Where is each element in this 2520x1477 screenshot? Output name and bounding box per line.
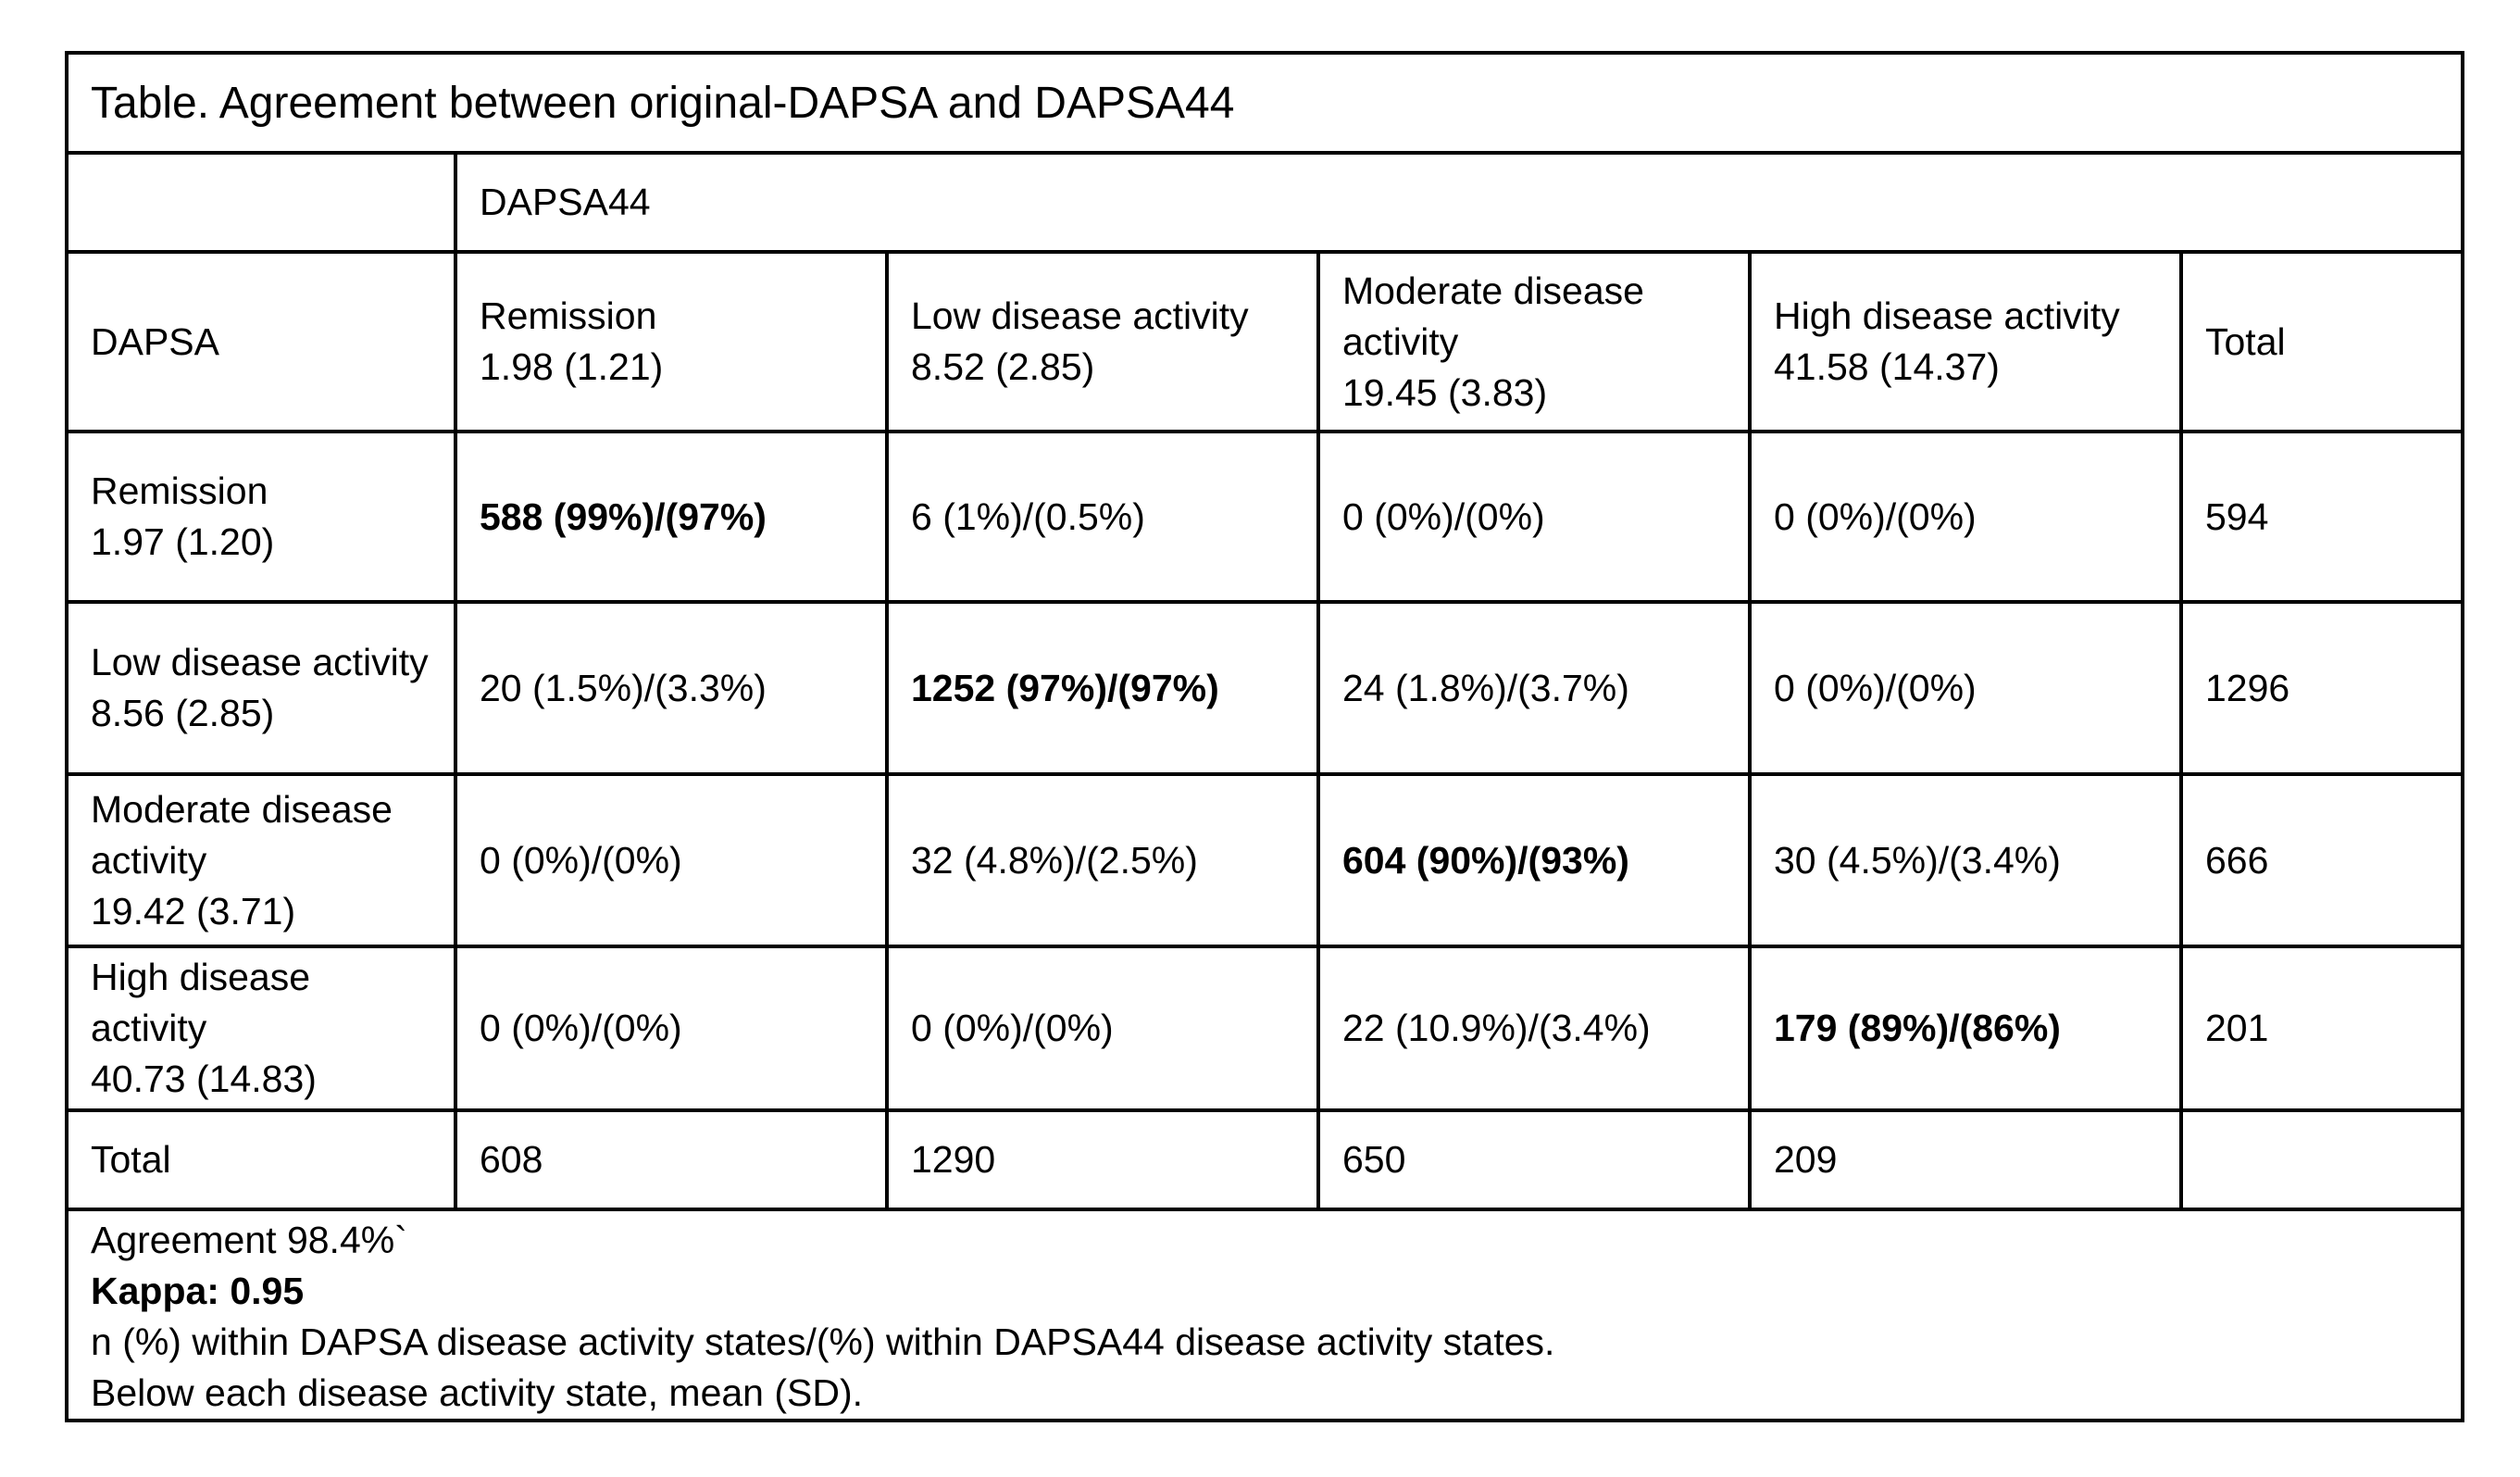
- table-cell-diagonal: 588 (99%)/(97%): [455, 432, 887, 602]
- row-label-moderate: Moderate disease activity 19.42 (3.71): [67, 774, 455, 946]
- column-total: 608: [455, 1110, 887, 1209]
- column-total: 650: [1318, 1110, 1750, 1209]
- column-total: [2181, 1110, 2463, 1209]
- table-cell: 0 (0%)/(0%): [1750, 602, 2181, 774]
- table-cell: 32 (4.8%)/(2.5%): [887, 774, 1318, 946]
- row-total: 666: [2181, 774, 2463, 946]
- column-group-label: DAPSA44: [455, 153, 2463, 252]
- table-cell: 0 (0%)/(0%): [1318, 432, 1750, 602]
- col-header-remission: Remission 1.98 (1.21): [455, 252, 887, 432]
- col-header-total: Total: [2181, 252, 2463, 432]
- column-total: 209: [1750, 1110, 2181, 1209]
- table-cell-diagonal: 604 (90%)/(93%): [1318, 774, 1750, 946]
- totals-label: Total: [67, 1110, 455, 1209]
- table-cell: 22 (10.9%)/(3.4%): [1318, 946, 1750, 1110]
- agreement-note: Agreement 98.4%`: [91, 1219, 407, 1261]
- table-row: [67, 946, 2463, 1110]
- totals-row: [67, 1110, 2463, 1209]
- col-header-high: High disease activity 41.58 (14.37): [1750, 252, 2181, 432]
- col-header-low: Low disease activity 8.52 (2.85): [887, 252, 1318, 432]
- table-cell: 0 (0%)/(0%): [1750, 432, 2181, 602]
- table-cell-diagonal: 179 (89%)/(86%): [1750, 946, 2181, 1110]
- n-percent-note: n (%) within DAPSA disease activity states/(%) within DAPSA44 disease activity states.: [91, 1321, 1555, 1363]
- table-cell: 30 (4.5%)/(3.4%): [1750, 774, 2181, 946]
- row-total: 1296: [2181, 602, 2463, 774]
- table-row: [67, 774, 2463, 946]
- kappa-note: Kappa: 0.95: [91, 1270, 305, 1312]
- table-cell: 0 (0%)/(0%): [455, 774, 887, 946]
- table-row: [67, 432, 2463, 602]
- row-total: 201: [2181, 946, 2463, 1110]
- table-cell: 0 (0%)/(0%): [887, 946, 1318, 1110]
- agreement-table: [65, 51, 2464, 1422]
- col-header-moderate: Moderate disease activity 19.45 (3.83): [1318, 252, 1750, 432]
- table-cell: 20 (1.5%)/(3.3%): [455, 602, 887, 774]
- table-row: [67, 602, 2463, 774]
- row-label-remission: Remission 1.97 (1.20): [67, 432, 455, 602]
- table-footnotes: [67, 1209, 2463, 1421]
- table-cell: 24 (1.8%)/(3.7%): [1318, 602, 1750, 774]
- table-cell: 6 (1%)/(0.5%): [887, 432, 1318, 602]
- header-row: [67, 252, 2463, 432]
- row-label-low: Low disease activity 8.56 (2.85): [67, 602, 455, 774]
- empty-corner-cell: [67, 153, 455, 252]
- table-title: Table. Agreement between original-DAPSA and DAPSA44: [67, 53, 2463, 153]
- row-total: 594: [2181, 432, 2463, 602]
- column-total: 1290: [887, 1110, 1318, 1209]
- mean-sd-note: Below each disease activity state, mean (SD).: [91, 1371, 864, 1414]
- table-cell-diagonal: 1252 (97%)/(97%): [887, 602, 1318, 774]
- row-label-high: High disease activity 40.73 (14.83): [67, 946, 455, 1110]
- table-cell: 0 (0%)/(0%): [455, 946, 887, 1110]
- row-group-label: DAPSA: [67, 252, 455, 432]
